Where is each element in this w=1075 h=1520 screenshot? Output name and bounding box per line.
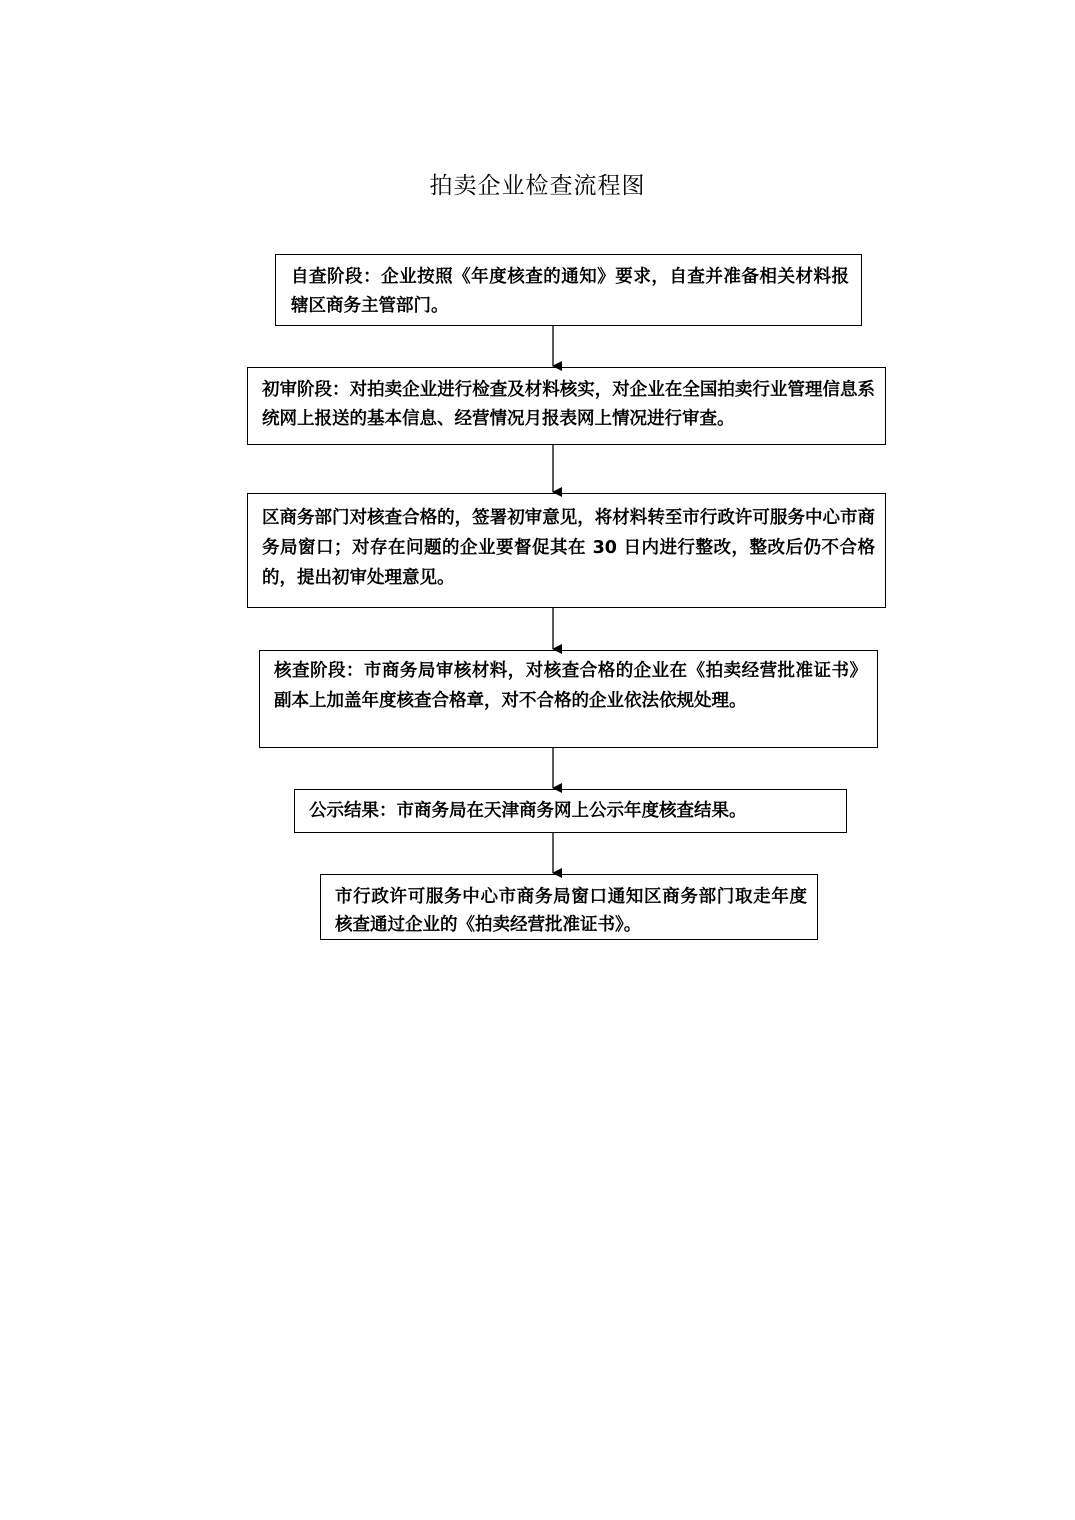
flow-step-preliminary-review: 初审阶段：对拍卖企业进行检查及材料核实，对企业在全国拍卖行业管理信息系统网上报送的基本信息、经营情况月报表网上情况进行审查。 [247,367,886,445]
flow-step-certificate-pickup: 市行政许可服务中心市商务局窗口通知区商务部门取走年度核查通过企业的《拍卖经营批准证书》。 [320,874,818,940]
flow-step-self-check: 自查阶段：企业按照《年度核查的通知》要求，自查并准备相关材料报辖区商务主管部门。 [275,254,862,326]
flow-step-verification: 核查阶段：市商务局审核材料，对核查合格的企业在《拍卖经营批准证书》副本上加盖年度核查合格章，对不合格的企业依法依规处理。 [259,650,878,748]
flow-step-district-opinion: 区商务部门对核查合格的，签署初审意见，将材料转至市行政许可服务中心市商务局窗口；对存在问题的企业要督促其在 30 日内进行整改，整改后仍不合格的，提出初审处理意见。 [247,493,886,608]
page-title: 拍卖企业检查流程图 [429,173,646,199]
flow-step-publicity: 公示结果：市商务局在天津商务网上公示年度核查结果。 [294,789,847,833]
